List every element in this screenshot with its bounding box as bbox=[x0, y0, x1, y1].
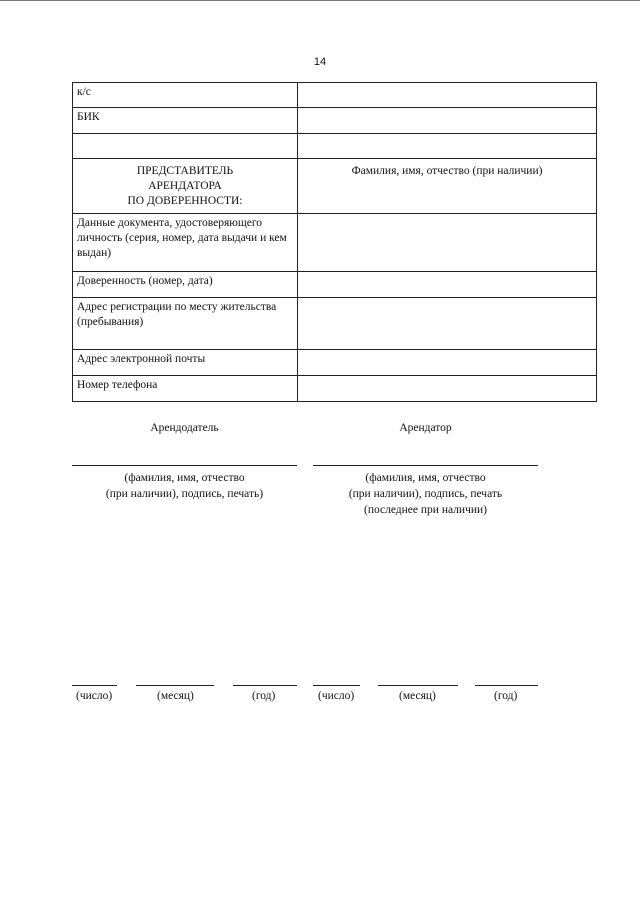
tenant-title: Арендатор bbox=[399, 422, 452, 434]
landlord-caption-line-1: (фамилия, имя, отчество bbox=[124, 472, 245, 484]
tenant-signature-line bbox=[313, 465, 538, 466]
value-bik bbox=[298, 108, 597, 134]
tenant-day-label: (число) bbox=[318, 690, 355, 702]
landlord-month-label: (месяц) bbox=[157, 690, 194, 702]
landlord-day-label: (число) bbox=[76, 690, 113, 702]
landlord-year-line bbox=[233, 685, 297, 686]
value-empty bbox=[298, 134, 597, 159]
representative-details-table bbox=[72, 82, 597, 402]
value-email bbox=[298, 350, 597, 376]
value-phone bbox=[298, 376, 597, 402]
table-row-representative-header bbox=[73, 159, 597, 214]
landlord-signature-line bbox=[72, 465, 297, 466]
tenant-year-label: (год) bbox=[494, 690, 518, 702]
representative-heading-text: ПРЕДСТАВИТЕЛЬ АРЕНДАТОРА ПО ДОВЕРЕННОСТИ: bbox=[127, 165, 243, 207]
table-row-empty bbox=[73, 134, 597, 159]
label-ks: к/с bbox=[73, 83, 298, 108]
label-id-document: Данные документа, удостоверяющего личность (серия, номер, дата выдачи и кем выдан) bbox=[73, 214, 298, 272]
label-phone: Номер телефона bbox=[73, 376, 298, 402]
table-row-registration-address bbox=[73, 298, 597, 350]
value-id-document bbox=[298, 214, 597, 272]
value-ks bbox=[298, 83, 597, 108]
table-row-phone bbox=[73, 376, 597, 402]
table-row-bik bbox=[73, 108, 597, 134]
fio-header: Фамилия, имя, отчество (при наличии) bbox=[298, 159, 597, 214]
tenant-caption-line-1: (фамилия, имя, отчество bbox=[365, 472, 486, 484]
value-registration-address bbox=[298, 298, 597, 350]
page-number: 14 bbox=[313, 56, 327, 68]
landlord-title: Арендодатель bbox=[150, 422, 219, 434]
landlord-month-line bbox=[136, 685, 214, 686]
tenant-signature-caption bbox=[313, 470, 538, 518]
label-bik: БИК bbox=[73, 108, 298, 134]
table-row-email bbox=[73, 350, 597, 376]
tenant-month-line bbox=[378, 685, 458, 686]
representative-heading bbox=[73, 159, 298, 214]
tenant-day-line bbox=[313, 685, 360, 686]
landlord-day-line bbox=[72, 685, 117, 686]
landlord-year-label: (год) bbox=[252, 690, 276, 702]
scan-top-edge bbox=[0, 0, 640, 1]
label-empty bbox=[73, 134, 298, 159]
table-row-ks bbox=[73, 83, 597, 108]
landlord-caption-line-2: (при наличии), подпись, печать) bbox=[105, 488, 264, 500]
label-email: Адрес электронной почты bbox=[73, 350, 298, 376]
value-power-of-attorney bbox=[298, 272, 597, 298]
table-row-id-document bbox=[73, 214, 597, 272]
tenant-caption-line-2: (при наличии), подпись, печать bbox=[348, 488, 503, 500]
table-row-power-of-attorney bbox=[73, 272, 597, 298]
landlord-signature-caption bbox=[72, 470, 297, 502]
tenant-caption-line-3: (последнее при наличии) bbox=[363, 504, 487, 516]
label-power-of-attorney: Доверенность (номер, дата) bbox=[73, 272, 298, 298]
tenant-year-line bbox=[475, 685, 538, 686]
label-registration-address: Адрес регистрации по месту жительства (пребывания) bbox=[73, 298, 298, 350]
tenant-month-label: (месяц) bbox=[399, 690, 436, 702]
